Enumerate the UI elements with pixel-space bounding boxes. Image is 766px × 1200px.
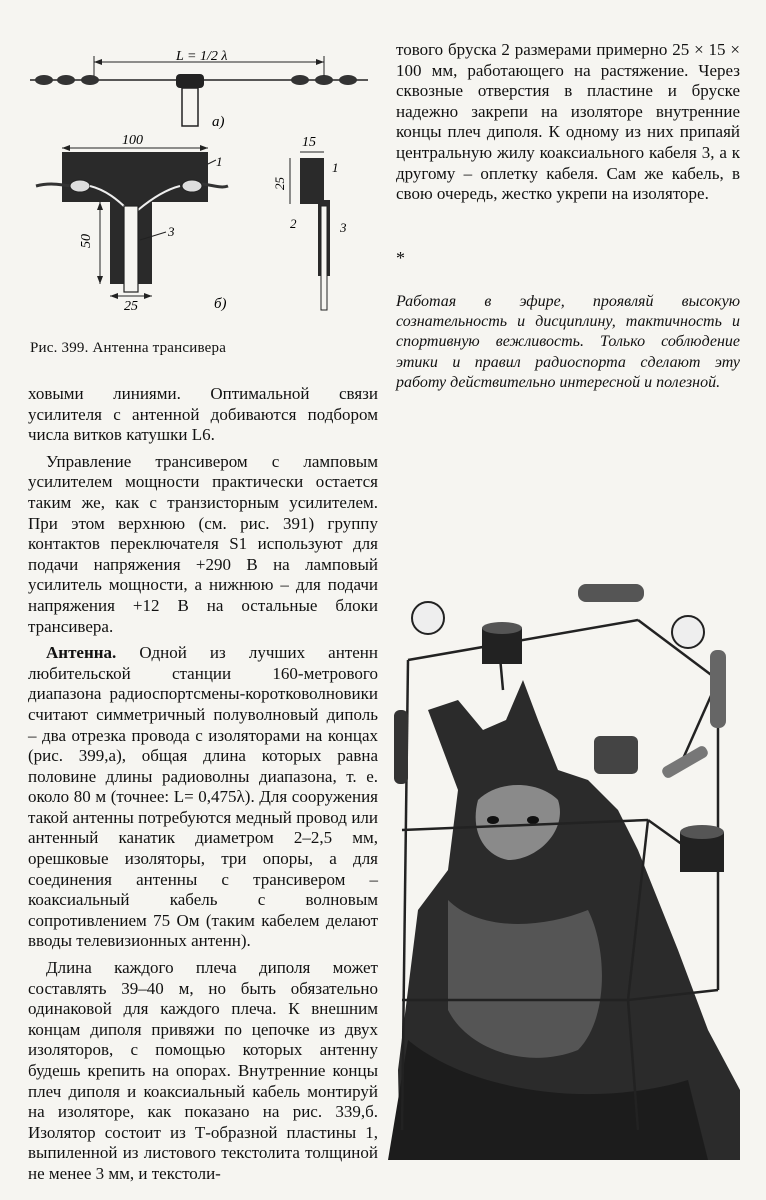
figure-caption: Рис. 399. Антенна трансивера	[30, 340, 227, 356]
callout-3: 3	[168, 224, 175, 239]
section-star: *	[396, 248, 405, 268]
dim-50: 50	[79, 234, 94, 248]
antenna-body: Одной из лучших антенн любительской станции 160-метрового диапазона радиоспортсмены-коротковолновики считают симметричный полуволновый диполь – два отрезка провода с изоляторами на концах (рис. 399,а), общая длина которых равна половине длины радиоволны диапазона, т. е. около 80 м (точнее: L= 0,475λ). Для сооружения такой антенны потребуются медный провод или антенный канатик диаметром 2–2,5 мм, орешковые изоляторы, три опоры, а для соединения антенны с трансивером – коаксиальный кабель с волновым сопротивлением 75 Ом (таким кабелем делают вводы телевизионных антенн).	[28, 643, 378, 951]
fox-illustration	[388, 570, 740, 1160]
label-b: б)	[214, 296, 227, 312]
paragraph-2: Управление трансивером с ламповым усилителем мощности практически остается таким же, как с транзисторным усилителем. При этом верхнюю (см. рис. 391) группу контактов переключателя S1 используют для подачи напряжения +290 В на ламповый усилитель мощности, а нижнюю – для подачи напряжения +12 В на остальные блоки трансивера.	[28, 451, 378, 636]
dim-100: 100	[122, 133, 143, 148]
figure-399	[28, 40, 378, 340]
dimension-half-wave: L = 1/2 λ	[176, 49, 228, 64]
left-column	[28, 384, 378, 1191]
label-a: а)	[212, 114, 225, 130]
dim-15: 15	[302, 135, 316, 150]
paragraph-3	[28, 643, 378, 952]
dim-25-side: 25	[272, 177, 287, 190]
paragraph-4: Длина каждого плеча диполя может составлять 39–40 м, но быть обязательно одинаковой для каждого плеча. К внешним концам диполя привяжи по цепочке из двух изоляторов, с помощью которых антенну будешь крепить на опорах. Внутренние концы плеч диполя и коаксиальный кабель монтируй на изоляторе, как показано на рис. 339,б. Изолятор состоит из Т-образной пластины 1, выпиленной из листового текстолита толщиной не менее 3 мм, и текстоли-	[28, 958, 378, 1183]
italic-quote: Работая в эфире, проявляй высокую сознательность и дисциплину, тактичность и спортивную вежливость. Только соблюдение этики и правил радиоспорта сделают эту работу действительно интересной и полезной.	[396, 293, 740, 391]
paragraph-1: ховыми линиями. Оптимальной связи усилителя с антенной добиваются подбором числа витков катушки L6.	[28, 384, 378, 445]
dim-25-bottom: 25	[124, 299, 138, 314]
right-column	[396, 40, 740, 205]
fox-in-wire-cube-image	[388, 570, 740, 1160]
callout-3b: 3	[340, 220, 347, 235]
antenna-diagram	[28, 40, 378, 340]
callout-2: 2	[290, 216, 297, 231]
callout-1: 1	[216, 154, 223, 169]
antenna-heading: Антенна.	[46, 643, 117, 663]
right-paragraph-1: тового бруска 2 размерами примерно 25 × 15 × 100 мм, работающего на растяжение. Через сквозные отверстия в пластине и бруске надежно закрепи на изоляторе внутренние концы плеч диполя. К одному из них припаяй центральную жилу коаксиального кабеля 3, а к другому – оплетку кабеля. Сам же кабель, в свою очередь, жестко укрепи на изоляторе.	[396, 40, 740, 204]
callout-1b: 1	[332, 160, 339, 175]
